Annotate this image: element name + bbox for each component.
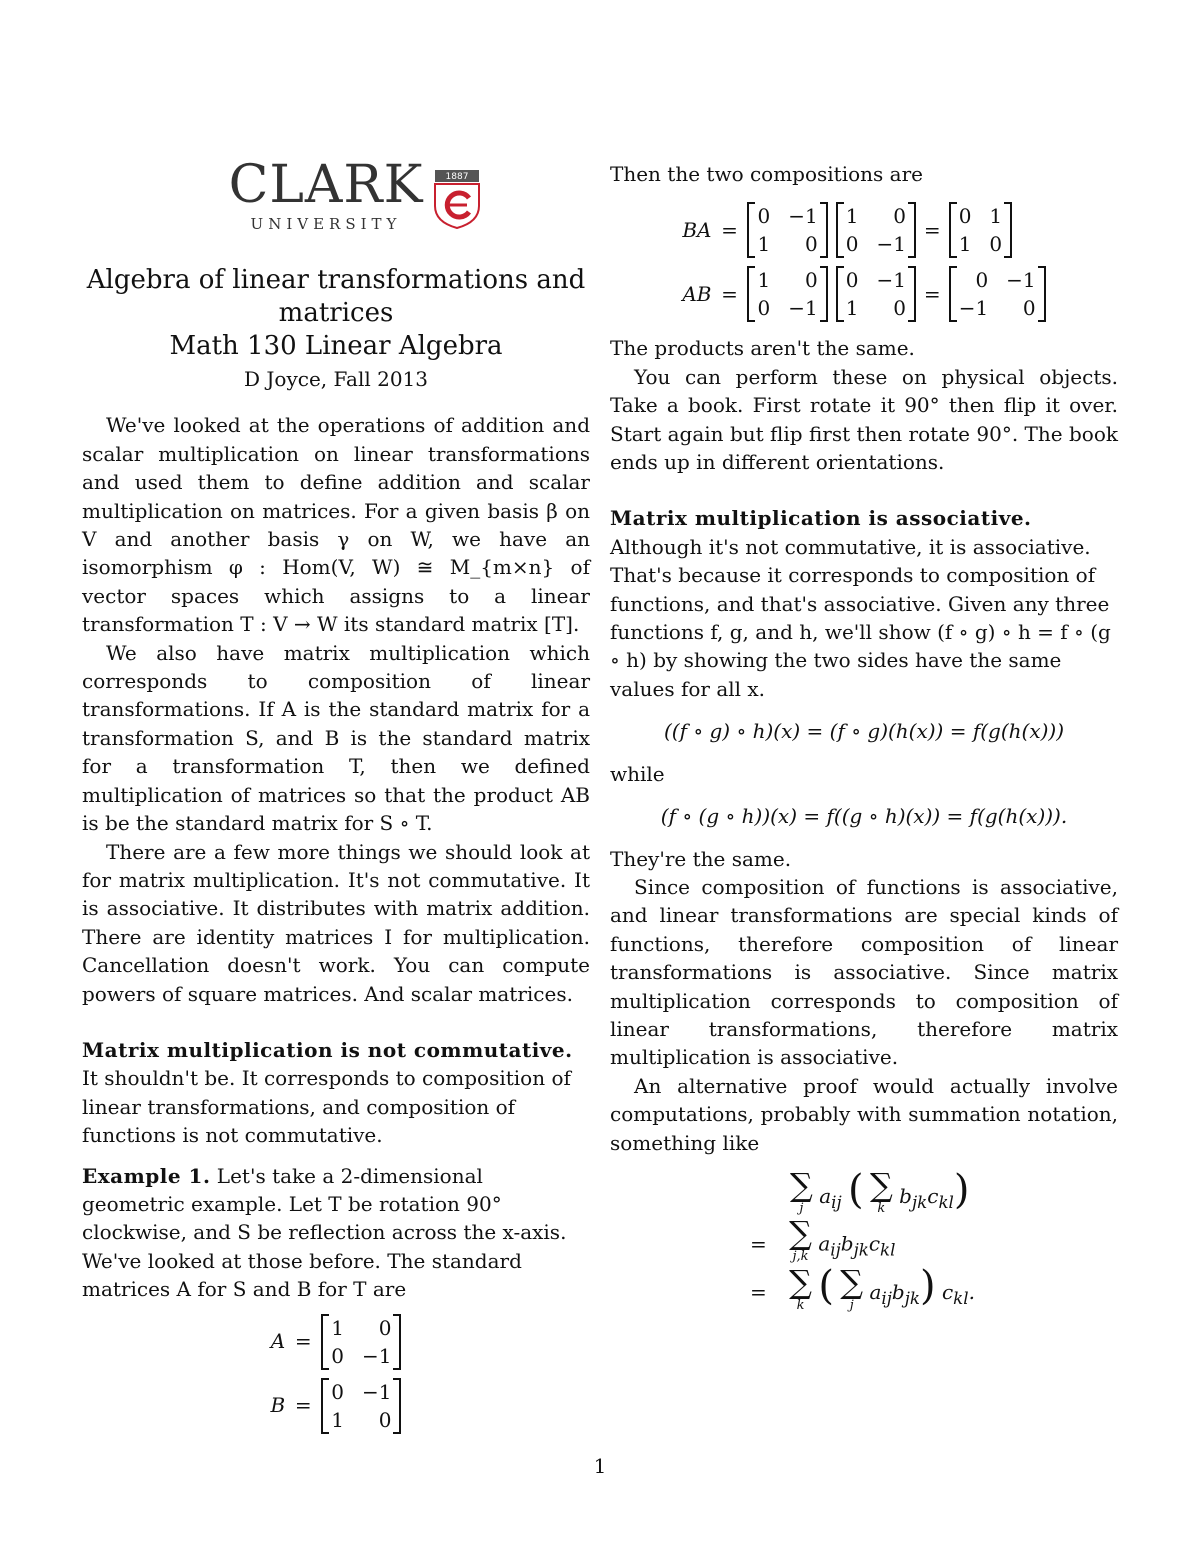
equation-left-assoc: ((f ∘ g) ∘ h)(x) = (f ∘ g)(h(x)) = f(g(h(x))) <box>663 719 1065 744</box>
matrix-B-label: B <box>270 1393 286 1418</box>
example-body: Let's take a 2-dimensional geometric example. Let T be rotation 90° clockwise, and S be reflection across the x-axis. We've looked at those before. The standard matrices A for S and B for T are <box>82 1163 567 1302</box>
section-body: It shouldn't be. It corresponds to composition of linear transformations, and composition of functions is not commutative. <box>82 1066 571 1148</box>
BA-label: BA <box>682 218 712 243</box>
document-title <box>82 264 590 363</box>
matrix-A: 1 0 0 −1 <box>321 1314 401 1370</box>
composition-equations: BA = 0 −1 1 0 1 0 0 −1 = 0 1 1 0 AB = 1 0 0 −1 0 −1 1 0 = 0 −1 −1 0 <box>610 202 1118 322</box>
author-line: D Joyce, Fall 2013 <box>244 367 428 391</box>
logo-subtitle: UNIVERSITY <box>250 214 402 233</box>
title-main: Algebra of linear transformations and matrices <box>86 265 586 328</box>
title-course: Math 130 Linear Algebra <box>169 331 503 361</box>
AB-product: 1 0 0 −1 0 −1 1 0 = 0 −1 −1 0 <box>747 266 1045 322</box>
left-column <box>82 154 590 1444</box>
same-text: They're the same. <box>610 846 792 871</box>
intro-paragraph: We've looked at the operations of addition and scalar multiplication on linear transformations and used them to define addition and scalar multiplication on matrices. For a given basis β on V and another basis γ on W, we have an isomorphism φ : Hom(V, W) ≅ M_{m×n} of vector spaces which assigns to a linear transformation T : V → W its standard matrix [T]. <box>82 413 590 637</box>
BA-product: 0 −1 1 0 1 0 0 −1 = 0 1 1 0 <box>747 202 1045 258</box>
logo-name: CLARK <box>228 154 424 215</box>
summation-equations: ∑ j $a_{ij}$ ( ∑ k $b_{jk}c_{kl}$) = ∑ j,k $a_{ij}b_{jk}c_{kl}$ = ∑ k ( ∑ j $a_{ij}b_{jk}$) $c_{kl}$. <box>750 1166 975 1313</box>
properties-paragraph: There are a few more things we should look at for matrix multiplication. It's not commutative. It is associative. It distributes with matrix addition. There are identity matrices I for multiplication. Cancellation doesn't work. You can compute powers of square matrices. And scalar matrices. <box>82 839 590 1006</box>
equation-right-assoc: (f ∘ (g ∘ h))(x) = f((g ∘ h)(x)) = f(g(h(x))). <box>660 804 1068 829</box>
products-differ: The products aren't the same. <box>610 336 915 361</box>
right-column <box>610 160 1118 1318</box>
book-paragraph: You can perform these on physical objects. Take a book. First rotate it 90° then flip it over. Start again but flip first then rotate 90°. The book ends up in different orientations. <box>610 364 1118 475</box>
since-paragraph: Since composition of functions is associative, and linear transformations are special kinds of functions, therefore composition of linear transformations is associative. Since matrix multiplication corresponds to composition of linear transformations, therefore matrix multiplication is associative. <box>610 874 1118 1070</box>
clark-seal-icon <box>431 168 483 230</box>
compositions-intro: Then the two compositions are <box>610 162 923 186</box>
section-heading: Matrix multiplication is associative. <box>610 506 1032 531</box>
matrix-definitions: A = 1 0 0 −1 B = 0 −1 1 0 <box>82 1314 590 1434</box>
AB-label: AB <box>682 282 712 307</box>
matrix-B: 0 −1 1 0 <box>321 1378 401 1434</box>
clark-logo <box>122 154 590 238</box>
section-heading: Matrix multiplication is not commutative. <box>82 1037 573 1062</box>
logo-year: 1887 <box>445 172 469 182</box>
example-heading: Example 1. <box>82 1163 211 1188</box>
while-text: while <box>610 761 665 786</box>
matrix-A-label: A <box>270 1329 286 1354</box>
page-number: 1 <box>593 1454 607 1478</box>
alternative-paragraph: An alternative proof would actually involve computations, probably with summation notation, something like <box>610 1073 1118 1155</box>
composition-paragraph: We also have matrix multiplication which corresponds to composition of linear transformations. If A is the standard matrix for a transformation S, and B is the standard matrix for a transformation T, then we defined multiplication of matrices so that the product AB is be the standard matrix for S ∘ T. <box>82 640 590 836</box>
section-body: Although it's not commutative, it is associative. That's because it corresponds to composition of functions, and that's associative. Given any three functions f, g, and h, we'll show (f ∘ g) ∘ h = f ∘ (g ∘ h) by showing the two sides have the same values for all x. <box>610 534 1111 701</box>
